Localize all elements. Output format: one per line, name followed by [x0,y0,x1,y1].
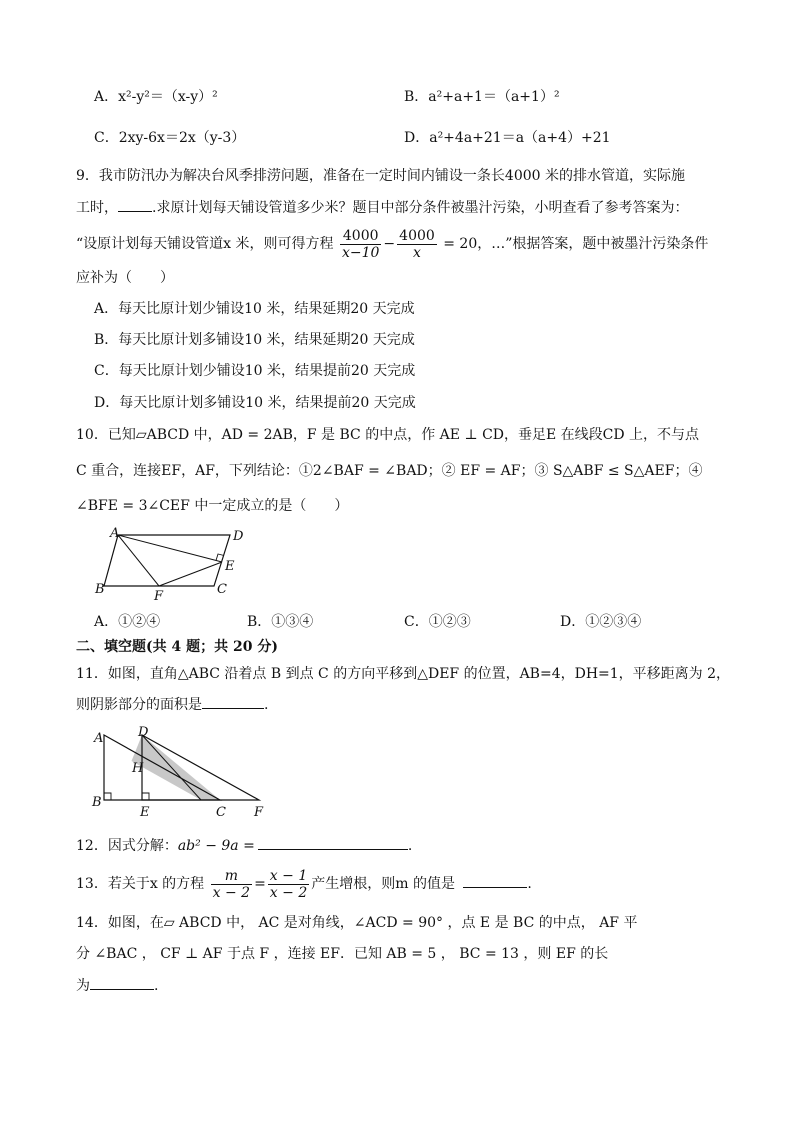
q10-option-c: C．①②③ [404,614,471,630]
segment-ae [118,535,222,562]
label-b: B [92,795,102,810]
label-c: C [216,805,226,820]
q13-frac1-den: x − 2 [212,884,251,901]
parallelogram-abcd [104,535,230,586]
q9-option-c: C．每天比原计划少铺设10 米，结果提前20 天完成 [94,363,416,379]
q9-line3 [76,226,708,262]
q11-line1: 11．如图，直角△ABC 沿着点 B 到点 C 的方向平移到△DEF 的位置，AB=4，DH=1，平移距离为 2， [76,666,731,682]
q13-fraction-2 [268,868,309,901]
q10-line3: ∠BFE = 3∠CEF 中一定成立的是（ ） [76,498,349,514]
section-2-heading: 二、填空题(共 4 题；共 20 分) [76,639,278,655]
q13-frac2-den: x − 2 [269,884,308,901]
q13-fraction-1 [211,868,252,901]
q9-frac1-num: 4000 [340,228,381,245]
right-angle-e [142,793,149,800]
q9-line4: 应补为（ ） [76,270,174,286]
q13-frac2-num: x − 1 [269,867,308,884]
label-f: F [154,589,164,603]
label-b: B [95,582,105,597]
q9-line3-end: = 20，…”根据答案，题中被墨汁污染条件 [443,236,709,252]
q10-parallelogram-figure [90,525,260,603]
label-d: D [138,725,149,740]
q13-line [76,866,532,902]
q9-option-b: B．每天比原计划多铺设10 米，结果延期20 天完成 [94,332,415,348]
q12-end: . [407,838,413,854]
q8-option-b: B．a²+a+1＝（a+1）² [404,89,560,105]
q14-answer-blank[interactable] [90,975,154,990]
q10-line1: 10．已知▱ABCD 中，AD = 2AB，F 是 BC 的中点，作 AE ⊥ CD，垂足E 在线段CD 上，不与点 [76,427,700,443]
label-c: C [217,582,227,597]
q8-option-c: C．2xy-6x＝2x（y-3） [94,130,246,146]
label-e: E [225,559,235,574]
q10-option-b: B．①③④ [247,614,314,630]
q9-line2 [76,197,688,218]
q14-line1: 14．如图，在▱ ABCD 中， AC 是对角线，∠ACD = 90° ，点 E 是 BC 的中点， AF 平 [76,915,638,931]
q14-line2: 分 ∠BAC ， CF ⊥ AF 于点 F ，连接 EF．已知 AB = 5 ， BC = 13 ，则 EF 的长 [76,946,609,962]
q9-line3-start: “设原计划每天铺设管道x 米，则可得方程 [76,236,334,252]
q14-line3 [76,975,158,996]
shaded-region [132,735,221,800]
q9-option-a: A．每天比原计划少铺设10 米，结果延期20 天完成 [94,301,415,317]
q8-option-d: D．a²+4a+21＝a（a+4）+21 [404,130,611,146]
q12-expression: ab² − 9a = [177,838,255,854]
label-f: F [254,805,264,820]
triangle-abc [104,735,220,800]
label-d: D [233,529,244,544]
q9-line2-start: 工时， [76,200,118,216]
q9-frac2-num: 4000 [399,227,435,244]
q10-option-d: D．①②③④ [560,614,642,630]
q9-frac1-den: x−10 [341,244,380,261]
q9-frac2-den: x [413,244,421,261]
q12-line [76,835,412,856]
q9-fraction-2 [397,228,437,261]
label-a: A [94,731,104,746]
q11-line2 [76,694,268,715]
q10-line2: C 重合，连接EF，AF，下列结论：①2∠BAF = ∠BAD；② EF = AF；③ S△ABF ≤ S△AEF；④ [76,463,703,479]
q11-translation-figure [88,722,273,822]
q9-line2-end: .求原计划每天铺设管道多少米？题目中部分条件被墨汁污染，小明查看了参考答案为： [152,200,689,216]
label-a: A [110,526,120,541]
q12-prefix: 12．因式分解： [76,838,178,854]
q12-answer-blank[interactable] [258,835,408,850]
q14-line3-text: 为 [76,978,90,994]
q13-equals: = [254,876,266,892]
q13-frac1-num: m [211,868,252,885]
q13-answer-blank[interactable] [463,873,527,888]
q11-line2-text: 则阴影部分的面积是 [76,697,202,713]
right-angle-b [104,793,111,800]
label-h: H [132,761,144,776]
q13-suffix: 产生增根，则m 的值是 [311,876,455,892]
q10-option-a: A．①②④ [94,614,161,630]
q13-end: . [527,876,532,892]
q14-end: . [154,978,159,994]
q9-fraction-1 [340,228,381,261]
q13-prefix: 13．若关于x 的方程 [76,876,205,892]
q11-answer-blank[interactable] [202,694,264,709]
q9-blank[interactable] [118,197,152,212]
q11-end: . [264,697,269,713]
label-e: E [140,805,150,820]
q8-option-a: A．x²-y²＝（x-y）² [94,89,218,105]
q9-minus: − [383,236,396,252]
segment-af [118,535,159,586]
q9-option-d: D．每天比原计划多铺设10 米，结果提前20 天完成 [94,395,416,411]
q9-line1: 9．我市防汛办为解决台风季排涝问题，准备在一定时间内铺设一条长4000 米的排水管道，实际施 [76,168,685,184]
segment-ef [159,562,222,586]
